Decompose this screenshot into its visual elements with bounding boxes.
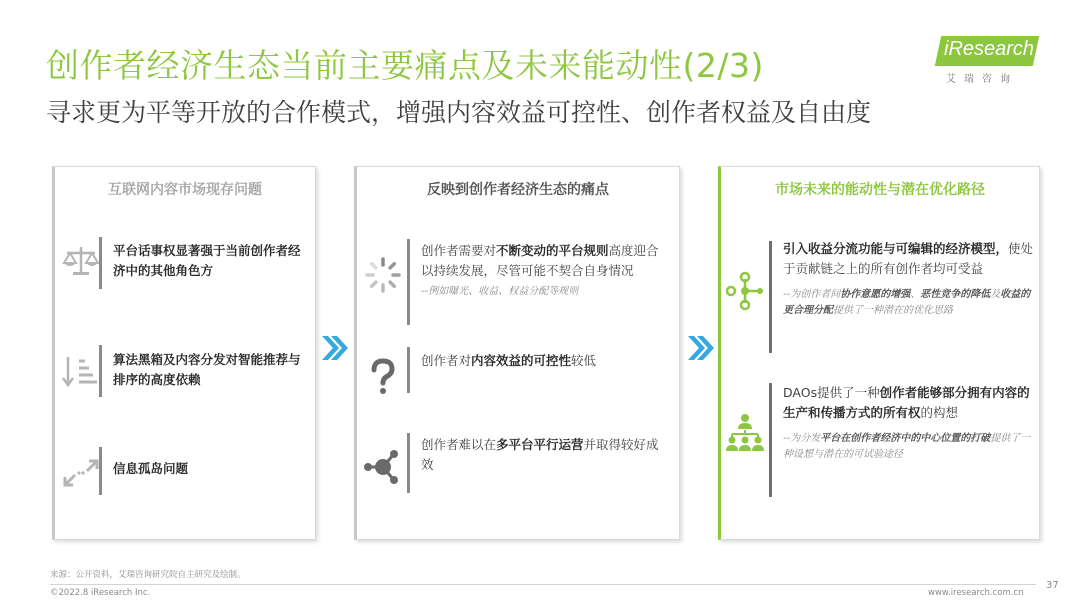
path-text: DAOs提供了一种 — [783, 385, 880, 400]
pain-text-pre: 创作者对 — [421, 353, 472, 368]
problem-text: 信息孤岛问题 — [113, 461, 189, 476]
divider — [99, 447, 102, 495]
page-title: 创作者经济生态当前主要痛点及未来能动性(2/3) — [46, 46, 764, 85]
loading-spinner-icon — [363, 255, 403, 295]
org-chart-icon — [725, 413, 765, 453]
page-subtitle: 寻求更为平等开放的合作模式，增强内容效益可控性、创作者权益及自由度 — [46, 98, 872, 127]
divider — [99, 345, 102, 397]
iresearch-logo — [938, 36, 1048, 86]
chevron-right-double-icon — [686, 334, 716, 362]
logo-tagline: 艾瑞咨询 — [946, 74, 1018, 85]
problem-text: 平台话事权显著强于当前创作者经济中的其他角色方 — [113, 243, 301, 278]
divider — [99, 237, 102, 289]
panel-heading: 市场未来的能动性与潜在优化路径 — [775, 182, 985, 198]
path-note: --为分发平台在创作者经济中的中心位置的打破提供了一种设想与潜在的可试验途径 — [783, 433, 1031, 460]
pain-text-post: 并取得较好成效 — [421, 437, 659, 472]
divider — [407, 347, 410, 393]
network-node-icon — [363, 447, 403, 487]
footer-divider — [50, 584, 1036, 585]
pain-text-pre: 创作者难以在 — [421, 437, 497, 452]
divider — [769, 241, 772, 353]
question-mark-icon — [363, 357, 403, 397]
pain-note: --例如曝光、收益、权益分配等规则 — [421, 286, 579, 297]
pain-text-bold: 内容效益的可控性 — [471, 353, 572, 368]
logo-brand: iResearch — [944, 38, 1035, 60]
path-note: --为创作者间协作意愿的增强、恶性竞争的降低及收益的更合理分配提供了一种潜在的优化思路 — [783, 289, 1031, 316]
website-link[interactable]: www.iresearch.com.cn — [928, 588, 1024, 598]
sort-list-icon — [61, 351, 101, 391]
path-text: 使处于贡献链之上的所有创作者均可受益 — [783, 241, 1034, 276]
panel-pain-points — [354, 166, 680, 540]
source-note: 来源：公开资料，艾瑞咨询研究院自主研究及绘制。 — [50, 570, 246, 580]
panel-heading: 互联网内容市场现存问题 — [108, 182, 262, 198]
divider — [407, 239, 410, 325]
pain-text-post: 较低 — [571, 353, 597, 368]
chevron-right-double-icon — [320, 334, 350, 362]
panel-heading: 反映到创作者经济生态的痛点 — [427, 182, 609, 198]
pain-text-bold: 多平台平行运营 — [496, 437, 584, 452]
divider — [769, 383, 772, 497]
problem-text: 算法黑箱及内容分发对智能推荐与排序的高度依赖 — [113, 352, 301, 387]
path-text-bold: 引入收益分流功能与可编辑的经济模型， — [783, 241, 1009, 256]
graph-nodes-icon — [725, 271, 765, 311]
divider — [407, 433, 410, 493]
broken-link-icon — [61, 453, 101, 493]
copyright: ©2022.8 iResearch Inc. — [50, 588, 151, 598]
path-text: 的构想 — [920, 405, 959, 420]
panel-current-problems — [52, 166, 316, 540]
scale-icon — [61, 241, 101, 281]
path-text-bold: 创作者能够部分拥有内容的生产和传播方式的所有权 — [783, 385, 1030, 420]
page-number: 37 — [1046, 580, 1059, 591]
pain-text-post: 高度迎合以持续发展，尽管可能不契合自身情况 — [421, 243, 659, 278]
pain-text-pre: 创作者需要对 — [421, 243, 497, 258]
pain-text-bold: 不断变动的平台规则 — [496, 243, 609, 258]
panel-future-paths — [718, 166, 1040, 540]
